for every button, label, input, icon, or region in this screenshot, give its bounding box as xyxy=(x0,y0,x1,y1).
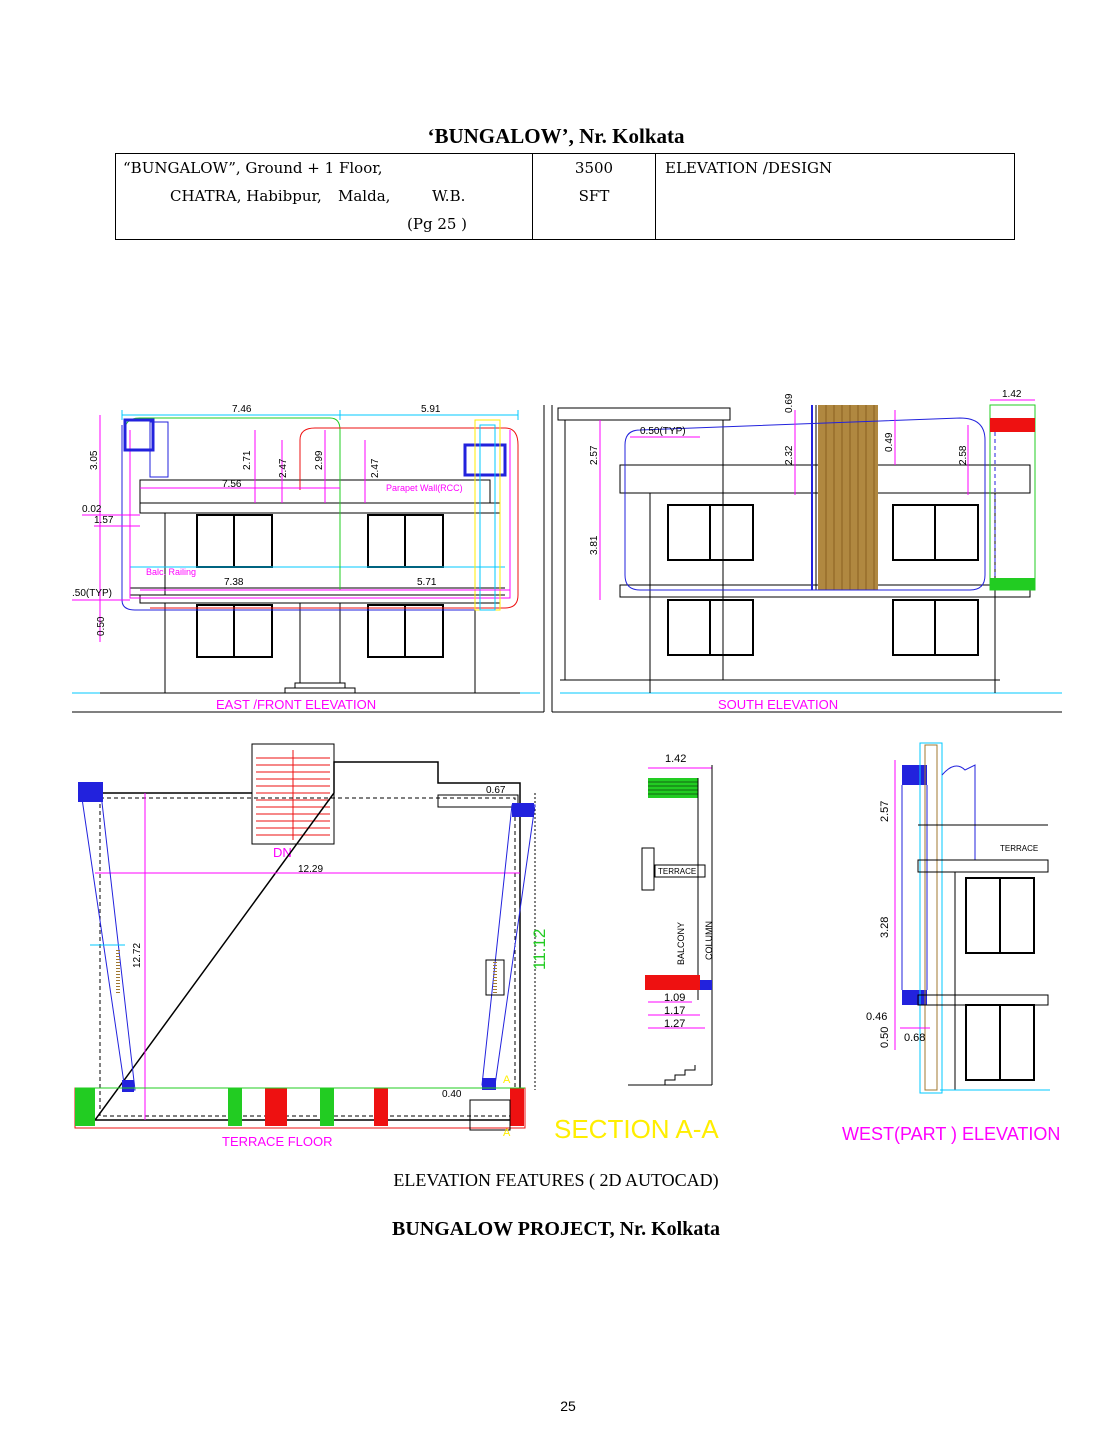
svg-text:TERRACE: TERRACE xyxy=(658,867,697,876)
svg-text:Parapet Wall(RCC): Parapet Wall(RCC) xyxy=(386,483,463,493)
location-district: Malda, xyxy=(338,187,391,205)
svg-text:5.71: 5.71 xyxy=(417,577,437,588)
svg-text:Balc. Railing: Balc. Railing xyxy=(146,567,197,577)
svg-text:DN: DN xyxy=(273,845,292,860)
project-title: BUNGALOW PROJECT, Nr. Kolkata xyxy=(392,1218,720,1240)
svg-text:2.58: 2.58 xyxy=(958,445,969,465)
area-unit: SFT xyxy=(578,187,610,205)
svg-text:12.72: 12.72 xyxy=(132,942,143,968)
terrace-floor-plan xyxy=(75,744,549,1149)
svg-text:1.42: 1.42 xyxy=(665,753,687,765)
page-title: ‘BUNGALOW’, Nr. Kolkata xyxy=(427,124,685,148)
svg-text:2.71: 2.71 xyxy=(242,450,253,470)
svg-text:2.57: 2.57 xyxy=(879,800,891,822)
svg-text:0.46: 0.46 xyxy=(866,1011,888,1023)
south-elevation-title: SOUTH ELEVATION xyxy=(718,697,839,712)
svg-text:2.47: 2.47 xyxy=(370,458,381,478)
svg-text:TERRACE: TERRACE xyxy=(1000,844,1039,853)
east-front-elevation xyxy=(72,404,544,712)
west-elevation-title: WEST(PART ) ELEVATION xyxy=(842,1124,1061,1144)
svg-text:3.28: 3.28 xyxy=(879,916,891,938)
svg-text:0.40: 0.40 xyxy=(442,1089,462,1100)
svg-text:0.69: 0.69 xyxy=(784,393,795,413)
svg-text:0.49: 0.49 xyxy=(884,432,895,452)
project-line-1: “BUNGALOW”, Ground + 1 Floor, xyxy=(123,159,383,177)
svg-text:1.57: 1.57 xyxy=(94,515,114,526)
svg-text:A: A xyxy=(503,1127,511,1139)
svg-text:7.38: 7.38 xyxy=(224,577,244,588)
location-state: W.B. xyxy=(432,187,466,205)
svg-text:0.50: 0.50 xyxy=(879,1026,891,1048)
west-part-elevation xyxy=(842,743,1060,1144)
page-number: 25 xyxy=(560,1398,576,1414)
category-label: ELEVATION /DESIGN xyxy=(665,159,833,177)
svg-text:2.57: 2.57 xyxy=(589,445,600,465)
svg-text:2.32: 2.32 xyxy=(784,445,795,465)
svg-text:2.99: 2.99 xyxy=(314,450,325,470)
section-aa xyxy=(554,753,719,1144)
east-elevation-title: EAST /FRONT ELEVATION xyxy=(216,697,377,712)
page-reference: (Pg 25 ) xyxy=(407,215,468,233)
svg-text:7.46: 7.46 xyxy=(232,404,252,415)
svg-text:.50(TYP): .50(TYP) xyxy=(72,588,113,599)
location-city: CHATRA, Habibpur, xyxy=(170,187,322,205)
svg-text:1.09: 1.09 xyxy=(664,992,686,1004)
south-elevation xyxy=(552,389,1062,712)
svg-text:0.50: 0.50 xyxy=(96,616,107,636)
svg-text:COLUMN: COLUMN xyxy=(704,920,714,960)
svg-text:1.27: 1.27 xyxy=(664,1018,686,1030)
svg-text:3.05: 3.05 xyxy=(89,450,100,470)
svg-text:1.42: 1.42 xyxy=(1002,389,1022,400)
svg-text:0.02: 0.02 xyxy=(82,504,102,515)
svg-text:BALCONY: BALCONY xyxy=(676,921,686,965)
svg-text:3.81: 3.81 xyxy=(589,535,600,555)
svg-text:0.50(TYP): 0.50(TYP) xyxy=(640,426,686,437)
terrace-floor-title: TERRACE FLOOR xyxy=(222,1134,333,1149)
area-value: 3500 xyxy=(574,159,614,177)
svg-text:5.91: 5.91 xyxy=(421,404,441,415)
figure-caption: ELEVATION FEATURES ( 2D AUTOCAD) xyxy=(393,1170,719,1190)
svg-text:12.29: 12.29 xyxy=(298,864,324,875)
section-aa-title: SECTION A-A xyxy=(554,1114,719,1144)
svg-text:11.12: 11.12 xyxy=(530,928,549,970)
svg-text:A: A xyxy=(503,1074,511,1086)
svg-text:1.17: 1.17 xyxy=(664,1005,686,1017)
svg-text:0.67: 0.67 xyxy=(486,785,506,796)
svg-text:2.47: 2.47 xyxy=(278,458,289,478)
svg-text:0.68: 0.68 xyxy=(904,1032,926,1044)
svg-text:7.56: 7.56 xyxy=(222,479,242,490)
